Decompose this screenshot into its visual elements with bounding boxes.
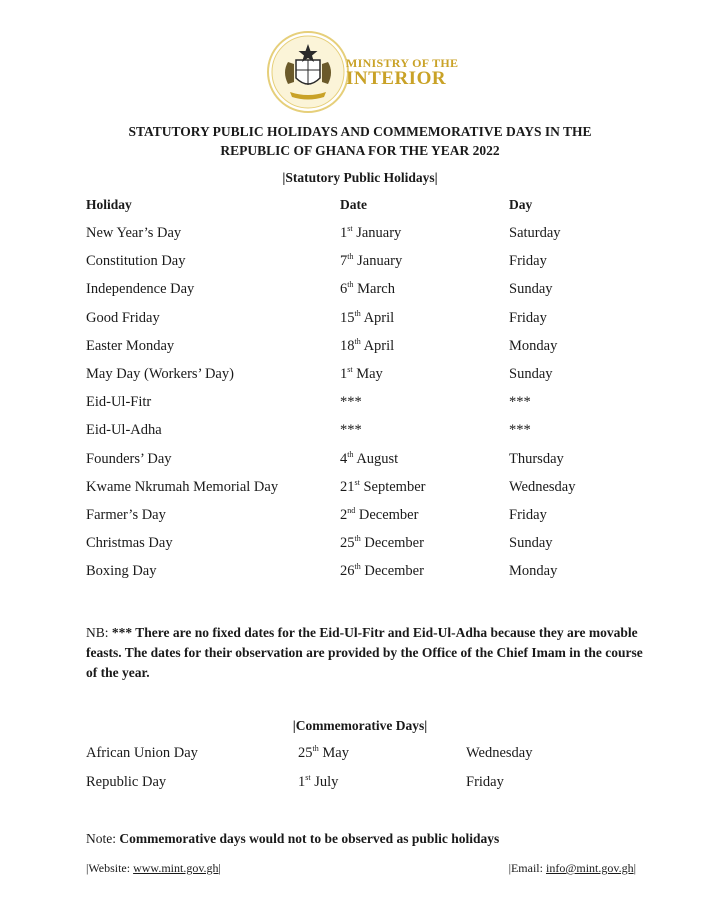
column-header-holiday: Holiday — [86, 197, 132, 212]
date-day-number: 1 — [298, 773, 306, 790]
holiday-weekday: Sunday — [509, 281, 553, 298]
coat-of-arms-icon — [266, 30, 350, 114]
date-day-number: 25 — [298, 745, 313, 761]
nb-paragraph — [86, 623, 646, 683]
date-month: April — [363, 337, 395, 354]
holiday-date — [340, 535, 424, 552]
date-month: September — [363, 478, 426, 495]
date-suffix: st — [305, 772, 311, 782]
date-month: December — [358, 507, 419, 523]
table-row — [0, 281, 720, 301]
date-day-number: *** — [340, 422, 362, 439]
title-line-2: REPUBLIC OF GHANA FOR THE YEAR 2022 — [220, 143, 500, 158]
email-label: |Email: — [508, 861, 546, 875]
date-month: January — [357, 253, 403, 270]
nb-text: *** There are no fixed dates for the Eid-Ul-Fitr and Eid-Ul-Adha because they are movable feasts. The dates for their observation are provided by the Office of the Chief Imam in the course of the year. — [86, 625, 643, 680]
date-day-number: 1 — [340, 225, 348, 241]
date-day-number: 2 — [340, 507, 348, 523]
date-suffix: nd — [347, 506, 356, 516]
holiday-name: African Union Day — [86, 745, 198, 761]
holiday-date — [298, 774, 338, 791]
note-text: Commemorative days would not to be observed as public holidays — [119, 831, 500, 846]
holiday-weekday: Monday — [509, 337, 558, 354]
holiday-weekday: Friday — [509, 253, 547, 270]
statutory-heading: |Statutory Public Holidays| — [282, 170, 438, 185]
date-suffix: th — [354, 336, 361, 346]
table-row — [0, 394, 720, 414]
note-paragraph — [86, 831, 499, 847]
logo-text — [346, 57, 458, 88]
date-suffix: th — [347, 252, 354, 262]
holiday-weekday: Sunday — [509, 535, 553, 552]
holiday-weekday: Sunday — [509, 366, 553, 382]
holiday-weekday: Saturday — [509, 225, 561, 241]
nb-prefix: NB: — [86, 625, 112, 640]
holiday-name: Farmer’s Day — [86, 507, 166, 523]
footer-website — [86, 861, 221, 876]
date-month: December — [364, 535, 424, 552]
date-suffix: th — [354, 562, 361, 572]
date-day-number: 15 — [340, 309, 355, 326]
holiday-date — [340, 281, 395, 298]
document-title — [40, 122, 680, 160]
date-day-number: 21 — [340, 478, 355, 495]
column-header-date: Date — [340, 197, 367, 212]
date-month: April — [363, 309, 395, 326]
date-suffix: th — [354, 534, 361, 544]
holiday-name: Eid-Ul-Adha — [86, 422, 162, 439]
holiday-weekday: Friday — [509, 309, 547, 326]
date-month: December — [364, 563, 424, 580]
table-row — [0, 422, 720, 442]
holiday-date — [340, 253, 402, 270]
date-day-number: *** — [340, 394, 362, 411]
holiday-date — [340, 451, 398, 468]
holiday-weekday: Friday — [466, 773, 504, 790]
holiday-weekday: Thursday — [509, 450, 564, 467]
holiday-name: Founders’ Day — [86, 450, 172, 467]
holiday-name: Christmas Day — [86, 535, 173, 552]
date-suffix: st — [347, 224, 353, 234]
date-suffix: th — [312, 744, 319, 754]
commemorative-heading: |Commemorative Days| — [292, 718, 428, 733]
date-month: May — [356, 366, 383, 382]
table-row — [0, 745, 720, 765]
ministry-logo — [262, 28, 462, 118]
holiday-date — [340, 366, 383, 383]
holiday-name: May Day (Workers’ Day) — [86, 366, 234, 382]
table-row — [0, 507, 720, 527]
holiday-date — [340, 310, 394, 327]
table-row — [0, 253, 720, 273]
holiday-weekday: Wednesday — [509, 478, 576, 495]
date-suffix: th — [354, 308, 361, 318]
holiday-name: Republic Day — [86, 773, 167, 790]
date-suffix: st — [354, 477, 360, 487]
date-day-number: 4 — [340, 450, 348, 467]
holiday-name: Boxing Day — [86, 563, 157, 580]
date-month: January — [356, 225, 402, 241]
date-day-number: 6 — [340, 281, 348, 298]
date-suffix: th — [347, 449, 354, 459]
holiday-date — [340, 563, 424, 580]
date-suffix: th — [347, 280, 354, 290]
date-month: March — [357, 281, 395, 298]
holiday-weekday: Wednesday — [466, 745, 533, 761]
holiday-date — [340, 422, 362, 439]
date-month: May — [322, 745, 349, 761]
table-row — [0, 479, 720, 499]
footer-email — [509, 861, 636, 876]
email-link[interactable]: info@mint.gov.gh — [545, 861, 634, 875]
holiday-name: Good Friday — [86, 309, 160, 326]
holiday-name: Kwame Nkrumah Memorial Day — [86, 478, 279, 495]
website-label: |Website: — [86, 861, 134, 875]
date-month: August — [356, 450, 399, 467]
date-month: July — [314, 773, 339, 790]
holiday-name: Independence Day — [86, 281, 195, 298]
holiday-date — [340, 225, 401, 242]
holiday-name: New Year’s Day — [86, 225, 182, 241]
holiday-name: Eid-Ul-Fitr — [86, 394, 152, 411]
holiday-weekday: *** — [509, 422, 531, 439]
table-row — [0, 310, 720, 330]
table-row — [0, 451, 720, 471]
date-day-number: 18 — [340, 337, 355, 354]
table-row — [0, 225, 720, 245]
holiday-date — [340, 394, 362, 411]
holiday-weekday: *** — [509, 394, 531, 411]
date-day-number: 1 — [340, 366, 348, 382]
holiday-date — [340, 479, 425, 496]
table-row — [0, 774, 720, 794]
table-row — [0, 366, 720, 386]
holiday-date — [340, 507, 418, 524]
date-day-number: 7 — [340, 253, 348, 270]
website-end: | — [218, 861, 221, 875]
logo-line-2: INTERIOR — [346, 68, 447, 89]
holiday-name: Easter Monday — [86, 337, 175, 354]
table-row — [0, 535, 720, 555]
holiday-weekday: Monday — [509, 563, 558, 580]
email-end: | — [633, 861, 636, 875]
holiday-name: Constitution Day — [86, 253, 186, 270]
logo-line-1: MINISTRY OF THE — [346, 56, 459, 70]
date-day-number: 26 — [340, 563, 355, 580]
holiday-weekday: Friday — [509, 507, 547, 523]
date-suffix: st — [347, 365, 353, 375]
table-row — [0, 563, 720, 583]
date-day-number: 25 — [340, 535, 355, 552]
holiday-date — [298, 745, 349, 762]
column-header-day: Day — [509, 197, 533, 212]
title-line-1: STATUTORY PUBLIC HOLIDAYS AND COMMEMORATIVE DAYS IN THE — [128, 124, 592, 139]
website-link[interactable]: www.mint.gov.gh — [133, 861, 219, 875]
holiday-date — [340, 338, 394, 355]
note-prefix: Note: — [86, 831, 120, 846]
table-row — [0, 338, 720, 358]
